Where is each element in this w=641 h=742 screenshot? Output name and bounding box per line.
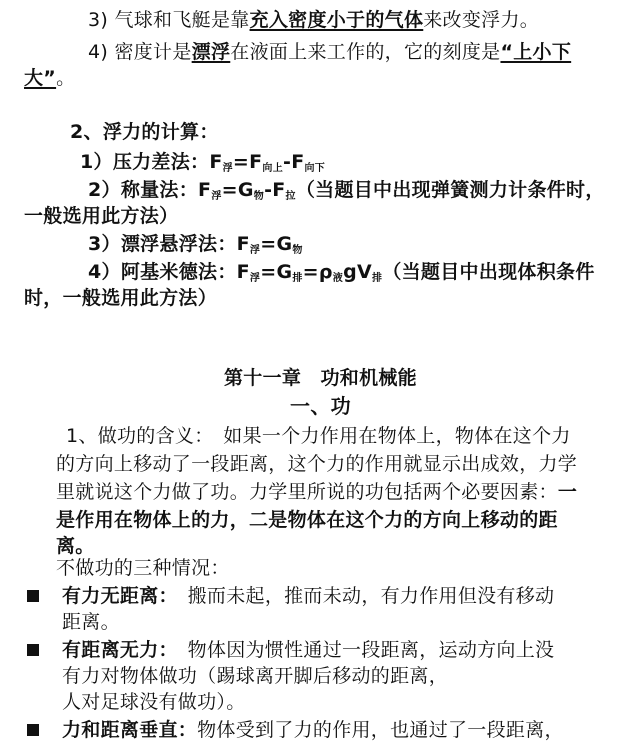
square-bullet-icon	[27, 724, 39, 736]
method-weighing-cont: 一般选用此方法）	[24, 205, 179, 227]
text-span: 里就说这个力做了功。力学里所说的功包括两个必要因素：	[56, 481, 558, 503]
square-bullet-icon	[27, 644, 39, 656]
case-distance-no-force-cont2: 人对足球没有做功）。	[62, 691, 246, 713]
work-definition-line-3	[56, 480, 577, 504]
subscript: 向上	[262, 163, 284, 174]
hydrometer-line-cont	[24, 66, 75, 90]
text-span: =F	[232, 151, 263, 173]
text-span: 1）压力差法：F	[80, 151, 223, 173]
subscript: 浮	[222, 163, 233, 174]
subscript: 物	[292, 245, 303, 256]
case-title: 有力无距离：	[62, 585, 169, 607]
text-span: 。	[56, 67, 76, 89]
method-pressure-difference	[80, 150, 325, 181]
buoyancy-calc-heading: 2、浮力的计算：	[70, 121, 219, 143]
text-span: 3) 气球和飞艇是靠	[88, 9, 250, 31]
text-span: 3）漂浮悬浮法：F	[88, 233, 250, 255]
emphasis-span: 充入密度小于的气体	[249, 9, 424, 31]
balloon-airship-line	[88, 8, 539, 32]
subscript: 向下	[304, 163, 326, 174]
work-definition-line-5: 离。	[56, 535, 95, 557]
method-archimedes-cont: 时，一般选用此方法）	[24, 287, 218, 309]
emphasis-span: 漂浮	[191, 41, 231, 63]
text-span: 搬而未起，推而未动，有力作用但没有移动	[168, 585, 555, 607]
emphasis-span: “上小下	[500, 41, 572, 63]
no-work-intro: 不做功的三种情况：	[56, 557, 230, 579]
subscript: 液	[332, 273, 344, 284]
text-span: =G	[221, 179, 254, 201]
subscript: 排	[372, 273, 383, 284]
emphasis-span: 大”	[24, 67, 57, 89]
subscript: 拉	[285, 191, 296, 202]
chapter-title: 第十一章 功和机械能	[223, 367, 417, 389]
case-title: 有距离无力：	[62, 639, 169, 661]
subscript: 浮	[249, 273, 261, 284]
subscript: 浮	[211, 191, 222, 202]
emphasis-span: 一	[557, 481, 578, 503]
section-title: 一、功	[290, 394, 351, 418]
text-span: 2）称量法：F	[88, 179, 212, 201]
text-span: （当题目中出现体积条件	[382, 261, 595, 283]
case-title: 力和距离垂直：	[62, 719, 198, 741]
case-force-no-distance	[62, 584, 554, 608]
text-span: 在液面上来工作的，它的刻度是	[230, 41, 501, 63]
text-span: =G	[260, 233, 293, 255]
text-span: -F	[264, 179, 286, 201]
case-distance-no-force-cont: 有力对物体做功（踢球离开脚后移动的距离，	[62, 665, 449, 687]
text-span: （当题目中出现弹簧测力计条件时，	[295, 179, 605, 201]
text-span: =ρ	[302, 261, 333, 283]
work-definition-line-1: 1、做功的含义： 如果一个力作用在物体上，物体在这个力	[66, 425, 571, 447]
text-span: -F	[283, 151, 305, 173]
case-force-no-distance-cont: 距离。	[62, 611, 120, 633]
work-definition-line-4: 是作用在物体上的力，二是物体在这个力的方向上移动的距	[56, 509, 558, 531]
text-span: 来改变浮力。	[423, 9, 540, 31]
text-span: 4) 密度计是	[88, 41, 192, 63]
case-perpendicular	[62, 718, 564, 742]
subscript: 排	[292, 273, 303, 284]
square-bullet-icon	[27, 590, 39, 602]
text-span: 物体受到了力的作用，也通过了一段距离，	[197, 719, 564, 741]
subscript: 物	[253, 191, 265, 202]
hydrometer-line	[88, 40, 571, 64]
text-span: =G	[260, 261, 293, 283]
case-distance-no-force	[62, 638, 554, 662]
text-span: gV	[343, 261, 372, 283]
text-span: 物体因为惯性通过一段距离，运动方向上没	[168, 639, 555, 661]
text-span: 4）阿基米德法：F	[88, 261, 250, 283]
subscript: 浮	[249, 245, 261, 256]
work-definition-line-2: 的方向上移动了一段距离，这个力的作用就显示出成效，力学	[56, 453, 578, 475]
method-floating	[88, 232, 303, 263]
